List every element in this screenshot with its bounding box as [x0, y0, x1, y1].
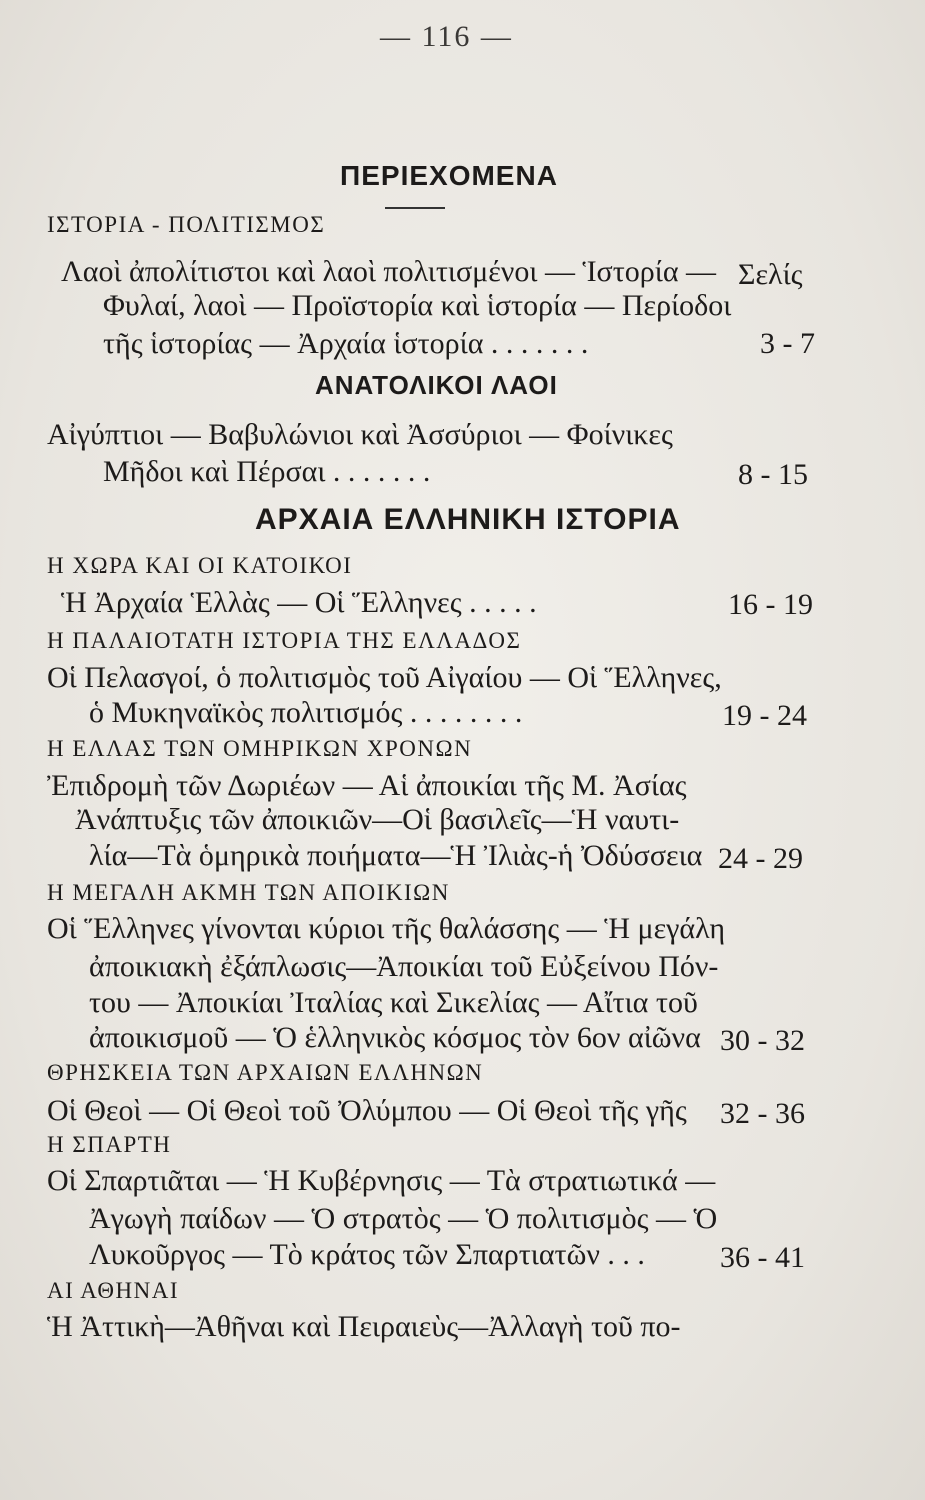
page-range: 3 - 7 [760, 327, 815, 360]
toc-line: Μῆδοι καὶ Πέρσαι . . . . . . . [103, 455, 431, 488]
toc-line: ἀποικισμοῦ — Ὁ ἑλληνικὸς κόσμος τὸν 6ον αἰῶνα [89, 1021, 701, 1054]
toc-line: Φυλαί, λαοὶ — Προϊστορία καὶ ἱστορία — Περίοδοι [103, 289, 732, 322]
toc-line: Οἱ Θεοὶ — Οἱ Θεοὶ τοῦ Ὀλύμπου — Οἱ Θεοὶ τῆς γῆς [47, 1094, 687, 1127]
page-range: 36 - 41 [720, 1241, 805, 1274]
page-column-label: Σελίς [738, 258, 803, 291]
page-range: 30 - 32 [720, 1024, 805, 1057]
toc-line: Ἀνάπτυξις τῶν ἀποικιῶν—Οἱ βασιλεῖς—Ἡ ναυτι- [75, 803, 680, 836]
toc-line: ἀποικιακὴ ἐξάπλωσις—Ἀποικίαι τοῦ Εὐξείνου Πόν- [89, 950, 719, 983]
toc-line: Ἀγωγὴ παίδων — Ὁ στρατὸς — Ὁ πολιτισμὸς — Ὁ [89, 1202, 718, 1235]
toc-line: Ἐπιδρομὴ τῶν Δωριέων — Αἱ ἀποικίαι τῆς Μ. Ἀσίας [47, 769, 687, 802]
section-heading: Η ΜΕΓΑΛΗ ΑΚΜΗ ΤΩΝ ΑΠΟΙΚΙΩΝ [47, 880, 450, 905]
toc-line: Οἱ Σπαρτιᾶται — Ἡ Κυβέρνησις — Τὰ στρατιωτικά — [47, 1164, 716, 1197]
chapter-heading: ΑΡΧΑΙΑ ΕΛΛΗΝΙΚΗ ΙΣΤΟΡΙΑ [255, 503, 681, 536]
page-title: ΠΕΡΙΕΧΟΜΕΝΑ [340, 160, 558, 191]
section-heading: Η ΕΛΛΑΣ ΤΩΝ ΟΜΗΡΙΚΩΝ ΧΡΟΝΩΝ [47, 736, 473, 761]
toc-line: τῆς ἱστορίας — Ἀρχαία ἱστορία . . . . . . . [103, 327, 589, 360]
toc-line: ὁ Μυκηναϊκὸς πολιτισμός . . . . . . . . [89, 696, 523, 729]
toc-line: Λυκοῦργος — Τὸ κράτος τῶν Σπαρτιατῶν . . . [89, 1238, 645, 1271]
section-heading: ΙΣΤΟΡΙΑ - ΠΟΛΙΤΙΣΜΟΣ [47, 212, 326, 237]
title-rule [385, 207, 445, 209]
section-heading: Η ΠΑΛΑΙΟΤΑΤΗ ΙΣΤΟΡΙΑ ΤΗΣ ΕΛΛΑΔΟΣ [47, 628, 522, 653]
toc-line: Οἱ Ἕλληνες γίνονται κύριοι τῆς θαλάσσης — Ἡ μεγάλη [47, 912, 726, 945]
page-range: 32 - 36 [720, 1097, 805, 1130]
toc-line: Οἱ Πελασγοί, ὁ πολιτισμὸς τοῦ Αἰγαίου — Οἱ Ἕλληνες, [47, 661, 722, 694]
toc-line: λία—Τὰ ὁμηρικὰ ποιήματα—Ἡ Ἰλιὰς-ἡ Ὀδύσσεια [89, 839, 703, 872]
toc-line: Λαοὶ ἀπολίτιστοι καὶ λαοὶ πολιτισμένοι — Ἱστορία — [61, 255, 717, 288]
chapter-heading: ΑΝΑΤΟΛΙΚΟΙ ΛΑΟΙ [315, 370, 558, 400]
section-heading: Η ΧΩΡΑ ΚΑΙ ΟΙ ΚΑΤΟΙΚΟΙ [47, 553, 353, 578]
section-heading: ΑΙ ΑΘΗΝΑΙ [47, 1278, 180, 1303]
section-heading: ΘΡΗΣΚΕΙΑ ΤΩΝ ΑΡΧΑΙΩΝ ΕΛΛΗΝΩΝ [47, 1060, 484, 1085]
section-heading: Η ΣΠΑΡΤΗ [47, 1132, 172, 1157]
toc-line: Αἰγύπτιοι — Βαβυλώνιοι καὶ Ἀσσύριοι — Φοίνικες [47, 418, 673, 451]
toc-line: του — Ἀποικίαι Ἰταλίας καὶ Σικελίας — Αἴτια τοῦ [89, 986, 698, 1019]
page-range: 16 - 19 [728, 588, 813, 621]
toc-line: Ἡ Ἀρχαία Ἑλλὰς — Οἱ Ἕλληνες . . . . . [61, 586, 537, 619]
page-range: 19 - 24 [722, 699, 807, 732]
page-range: 24 - 29 [718, 842, 803, 875]
page-number: — 116 — [380, 20, 513, 53]
toc-line: Ἡ Ἀττικὴ—Ἀθῆναι καὶ Πειραιεὺς—Ἀλλαγὴ τοῦ πο- [47, 1310, 681, 1343]
page-range: 8 - 15 [738, 458, 808, 491]
